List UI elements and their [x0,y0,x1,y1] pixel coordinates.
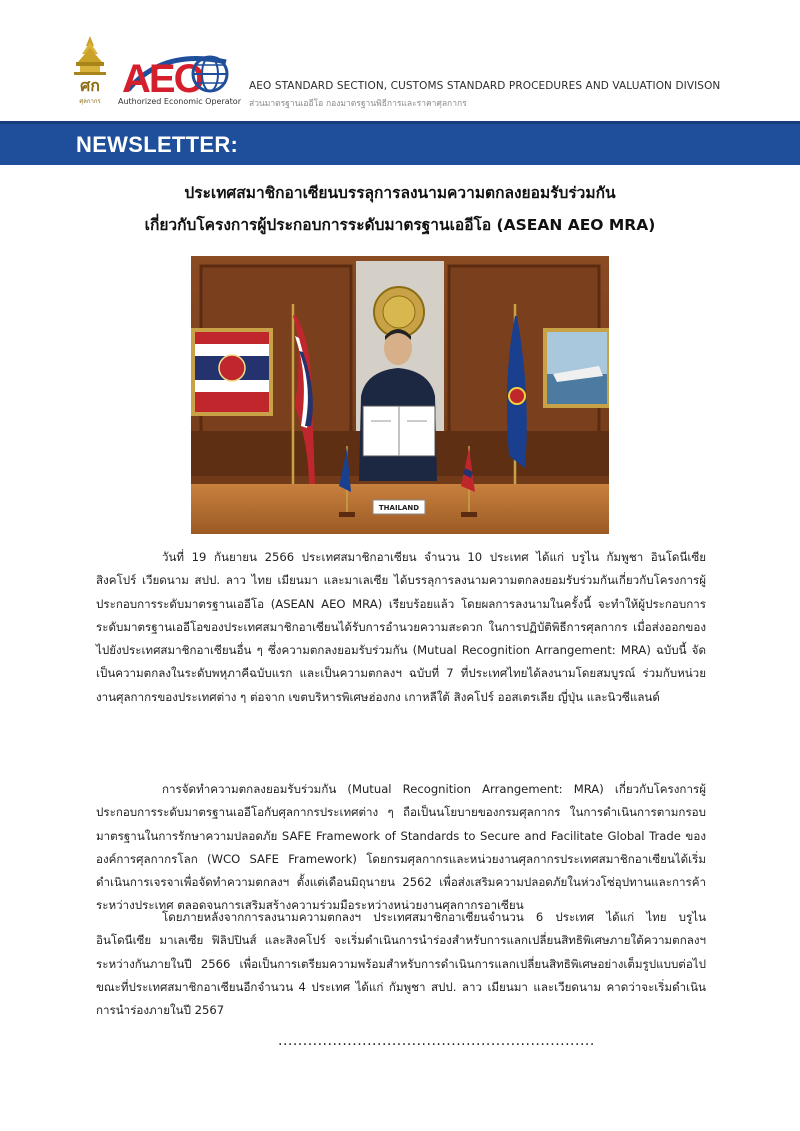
newsletter-banner [0,121,800,165]
crest-label: ศุลกากร [79,98,101,105]
svg-text:ศก: ศก [80,76,100,95]
article-paragraph: โดยภายหลังจากการลงนามความตกลงฯ ประเทศสมาชิกอาเซียนจำนวน 6 ประเทศ ได้แก่ ไทย บรูไน อินโดนีเซีย มาเลเซีย ฟิลิปปินส์ และสิงคโปร์ จะเริ่มดำเนินการนำร่องสำหรับการแลกเปลี่ยนสิทธิพิเศษภายใต้ความตกลงฯ ระหว่างกันภายในปี 2566 เพื่อเป็นการเตรียมความพร้อมสำหรับการดำเนินการแลกเปลี่ยนสิทธิพิเศษอย่างเต็มรูปแบบต่อไป ขณะที่ประเทศสมาชิกอาเซียนอีกจำนวน 4 ประเทศ ได้แก่ กัมพูชา สปป. ลาว เมียนมา และเวียดนาม คาดว่าจะเริ่มดำเนินการนำร่องภายในปี 2567 [96,910,706,1018]
org-name-english: AEO STANDARD SECTION, CUSTOMS STANDARD PROCEDURES AND VALUATION DIVISON [249,80,721,92]
signing-ceremony-photo [191,256,609,534]
org-name-thai: ส่วนมาตรฐานเออีโอ กองมาตรฐานพิธีการและราคาศุลกากร [249,99,467,109]
end-divider: ................................................................ [278,1033,595,1049]
article-paragraph: วันที่ 19 กันยายน 2566 ประเทศสมาชิกอาเซียน จำนวน 10 ประเทศ ได้แก่ บรูไน กัมพูชา อินโดนีเซีย สิงคโปร์ เวียดนาม สปป. ลาว ไทย เมียนมา และมาเลเซีย ได้บรรลุการลงนามความตกลงยอมรับร่วมกันเกี่ยวกับโครงการผู้ประกอบการระดับมาตรฐานเออีโอ (ASEAN AEO MRA) เรียบร้อยแล้ว โดยผลการลงนามในครั้งนี้ จะทำให้ผู้ประกอบการระดับมาตรฐานเออีโอของประเทศสมาชิกอาเซียนได้รับการอำนวยความสะดวก ในการปฏิบัติพิธีการศุลกากร เมื่อส่งออกของไปยังประเทศสมาชิกอาเซียนอื่น ๆ ซึ่งความตกลงยอมรับร่วมกัน (Mutual Recognition Arrangement: MRA) ฉบับนี้ จัดเป็นความตกลงในระดับพหุภาคีฉบับแรก และเป็นความตกลงฯ ฉบับที่ 7 ที่ประเทศไทยได้ลงนามโดยสมบูรณ์ ร่วมกับหน่วยงานศุลกากรของประเทศต่าง ๆ ต่อจาก เขตบริหารพิเศษฮ่องกง เกาหลีใต้ สิงคโปร์ ออสเตรเลีย ญี่ปุ่น และนิวซีแลนด์ [96,550,706,704]
aeo-logo-text: AEO [122,57,203,101]
banner-label: NEWSLETTER: [76,132,239,157]
name-plate-text: THAILAND [378,504,420,512]
aeo-subtitle: Authorized Economic Operator [118,97,241,106]
article-title-line-1: ประเทศสมาชิกอาเซียนบรรลุการลงนามความตกลงยอมรับร่วมกัน [184,184,616,202]
article-paragraph: การจัดทำความตกลงยอมรับร่วมกัน (Mutual Recognition Arrangement: MRA) เกี่ยวกับโครงการผู้ประกอบการระดับมาตรฐานเออีโอกับศุลกากรประเทศต่าง ๆ ถือเป็นนโยบายของกรมศุลกากร ในการดำเนินการตามกรอบมาตรฐานในการรักษาความปลอดภัย SAFE Framework of Standards to Secure and Facilitate Global Trade ขององค์การศุลกากรโลก (WCO SAFE Framework) โดยกรมศุลกากรและหน่วยงานศุลกากรประเทศสมาชิกอาเซียนได้เริ่มดำเนินการเจรจาเพื่อจัดทำความตกลงฯ ตั้งแต่เดือนมิถุนายน 2562 เพื่อส่งเสริมความปลอดภัยในห่วงโซ่อุปทานและการค้าระหว่างประเทศ ตลอดจนการเสริมสร้างความร่วมมือระหว่างหน่วยงานศุลกากรอาเซียน [96,782,706,913]
article-title-line-2: เกี่ยวกับโครงการผู้ประกอบการระดับมาตรฐานเออีโอ (ASEAN AEO MRA) [144,216,656,234]
customs-crest-logo [68,36,112,106]
page-header [0,0,800,120]
